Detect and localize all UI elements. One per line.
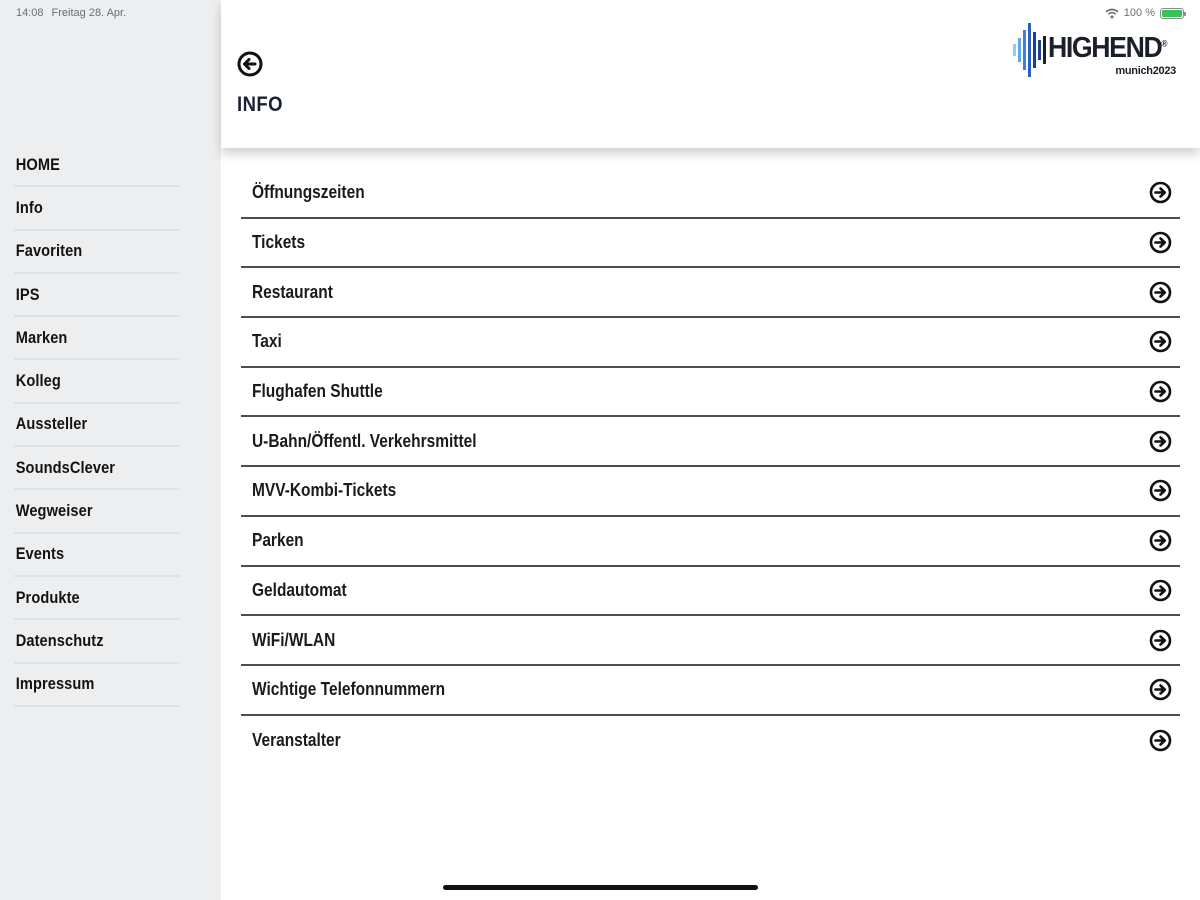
list-item[interactable] — [241, 169, 1180, 219]
sidebar-item-events[interactable] — [14, 534, 180, 577]
list-item[interactable] — [241, 318, 1180, 368]
sidebar-item-home[interactable] — [14, 144, 180, 187]
sidebar-item-impressum[interactable] — [14, 664, 180, 707]
list-item[interactable] — [241, 219, 1180, 269]
arrow-right-circle-icon — [1149, 678, 1172, 701]
wifi-icon — [1105, 8, 1119, 19]
arrow-right-circle-icon — [1149, 330, 1172, 353]
sidebar-item-favoriten[interactable] — [14, 231, 180, 274]
arrow-right-circle-icon — [1149, 380, 1172, 403]
sidebar-item-label: Favoriten — [15, 241, 83, 261]
sidebar-item-label: Wegweiser — [15, 501, 93, 521]
sidebar-item-label: Impressum — [15, 674, 95, 694]
list-item[interactable] — [241, 716, 1180, 766]
list-item-label: WiFi/WLAN — [252, 629, 336, 650]
highend-logo — [1012, 18, 1178, 78]
battery-percentage: 100 % — [1123, 7, 1155, 19]
sidebar-item-label: Info — [15, 197, 43, 217]
list-item[interactable] — [241, 467, 1180, 517]
list-item-label: Taxi — [252, 331, 282, 352]
sidebar-nav — [14, 144, 207, 707]
status-date: Freitag 28. Apr. — [51, 7, 127, 19]
arrow-right-circle-icon — [1149, 181, 1172, 204]
page-title: INFO — [237, 93, 283, 116]
list-item[interactable] — [241, 417, 1180, 467]
arrow-right-circle-icon — [1149, 529, 1172, 552]
sidebar-item-label: IPS — [15, 284, 40, 304]
sidebar-item-wegweiser[interactable] — [14, 490, 180, 533]
sidebar-item-marken[interactable] — [14, 317, 180, 360]
arrow-right-circle-icon — [1149, 281, 1172, 304]
arrow-right-circle-icon — [1149, 430, 1172, 453]
sidebar-item-kolleg[interactable] — [14, 360, 180, 403]
list-item-label: MVV-Kombi-Tickets — [252, 480, 397, 501]
logo-subtitle: munich2023 — [1115, 65, 1176, 77]
list-item[interactable] — [241, 567, 1180, 617]
list-item-label: U-Bahn/Öffentl. Verkehrsmittel — [252, 430, 477, 451]
soundwave-icon — [1012, 18, 1048, 78]
sidebar-item-label: Kolleg — [15, 371, 61, 391]
arrow-right-circle-icon — [1149, 479, 1172, 502]
logo-brand: HIGHEND® — [1048, 32, 1167, 64]
list-item-label: Tickets — [252, 232, 306, 253]
list-item[interactable] — [241, 368, 1180, 418]
list-item[interactable] — [241, 666, 1180, 716]
list-item-label: Veranstalter — [252, 729, 341, 750]
sidebar-item-datenschutz[interactable] — [14, 620, 180, 663]
list-item-label: Flughafen Shuttle — [252, 381, 383, 402]
sidebar-item-ips[interactable] — [14, 274, 180, 317]
list-item-label: Geldautomat — [252, 579, 347, 600]
list-item[interactable] — [241, 268, 1180, 318]
sidebar-item-label: HOME — [15, 154, 60, 174]
sidebar-item-label: Datenschutz — [15, 630, 104, 650]
list-item[interactable] — [241, 616, 1180, 666]
arrow-right-circle-icon — [1149, 579, 1172, 602]
sidebar-item-label: Aussteller — [15, 414, 88, 434]
sidebar-item-produkte[interactable] — [14, 577, 180, 620]
sidebar-item-label: Marken — [15, 327, 68, 347]
list-item-label: Parken — [252, 530, 304, 551]
info-list — [241, 169, 1180, 765]
list-item-label: Öffnungszeiten — [252, 182, 365, 203]
sidebar-item-aussteller[interactable] — [14, 404, 180, 447]
list-item-label: Restaurant — [252, 281, 333, 302]
sidebar-item-info[interactable] — [14, 187, 180, 230]
header — [221, 0, 1200, 148]
sidebar — [0, 0, 221, 900]
list-item[interactable] — [241, 517, 1180, 567]
sidebar-item-soundsclever[interactable] — [14, 447, 180, 490]
battery-icon — [1160, 8, 1184, 19]
arrow-right-circle-icon — [1149, 231, 1172, 254]
arrow-left-circle-icon[interactable] — [237, 51, 263, 77]
home-indicator[interactable] — [443, 885, 758, 890]
list-item-label: Wichtige Telefonnummern — [252, 679, 446, 700]
status-time: 14:08 — [16, 7, 44, 19]
arrow-right-circle-icon — [1149, 729, 1172, 752]
sidebar-item-label: SoundsClever — [15, 457, 116, 477]
sidebar-item-label: Events — [15, 544, 65, 564]
sidebar-item-label: Produkte — [15, 587, 80, 607]
status-bar-left — [16, 7, 126, 19]
arrow-right-circle-icon — [1149, 629, 1172, 652]
